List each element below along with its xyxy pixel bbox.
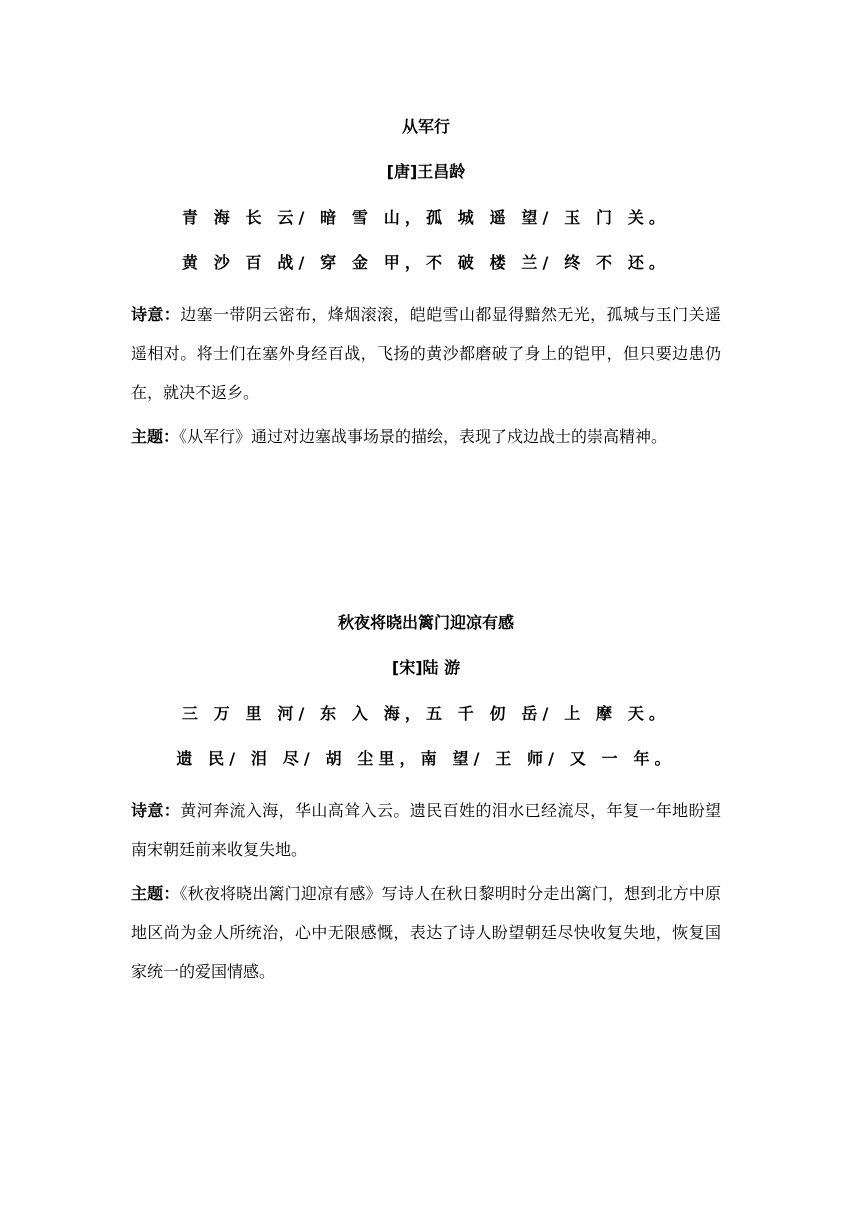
theme-text: 《秋夜将晓出篱门迎凉有感》写诗人在秋日黎明时分走出篱门，想到北方中原地区尚为金人所统治，心中无限感慨，表达了诗人盼望朝廷尽快收复失地，恢复国家统一的爱国情感。: [131, 884, 721, 981]
theme-label: 主题：: [131, 884, 180, 903]
poem-section: [131, 112, 721, 456]
poem-title: 从军行: [401, 117, 450, 136]
theme-paragraph: [131, 417, 721, 456]
theme-label: 主题：: [131, 427, 180, 446]
meaning-label: 诗意：: [131, 801, 181, 820]
meaning-text: 黄河奔流入海，华山高耸入云。遗民百姓的泪水已经流尽，年复一年地盼望南宋朝廷前来收复失地。: [131, 801, 721, 859]
poem-line: 青 海 长 云/ 暗 雪 山，孤 城 遥 望/ 玉 门 关。: [181, 208, 671, 227]
poem-author: [唐]王昌龄: [386, 162, 466, 181]
poem-title: 秋夜将晓出篱门迎凉有感: [337, 613, 514, 632]
theme-paragraph: [131, 874, 721, 991]
poem-author: [宋]陆 游: [391, 658, 461, 677]
meaning-paragraph: [131, 791, 721, 869]
poem-section: [131, 608, 721, 991]
meaning-text: 边塞一带阴云密布，烽烟滚滚，皑皑雪山都显得黯然无光，孤城与玉门关遥遥相对。将士们在塞外身经百战，飞扬的黄沙都磨破了身上的铠甲，但只要边患仍在，就决不返乡。: [131, 305, 721, 402]
meaning-label: 诗意：: [131, 305, 181, 324]
poem-line: 黄 沙 百 战/ 穿 金 甲，不 破 楼 兰/ 终 不 还。: [181, 253, 671, 272]
poem-line: 三 万 里 河/ 东 入 海，五 千 仞 岳/ 上 摩 天。: [181, 704, 671, 723]
meaning-paragraph: [131, 295, 721, 412]
theme-text: 《从军行》通过对边塞战事场景的描绘，表现了戍边战士的崇高精神。: [179, 427, 668, 446]
poem-line: 遗 民/ 泪 尽/ 胡 尘里，南 望/ 王 师/ 又 一 年。: [176, 749, 676, 768]
